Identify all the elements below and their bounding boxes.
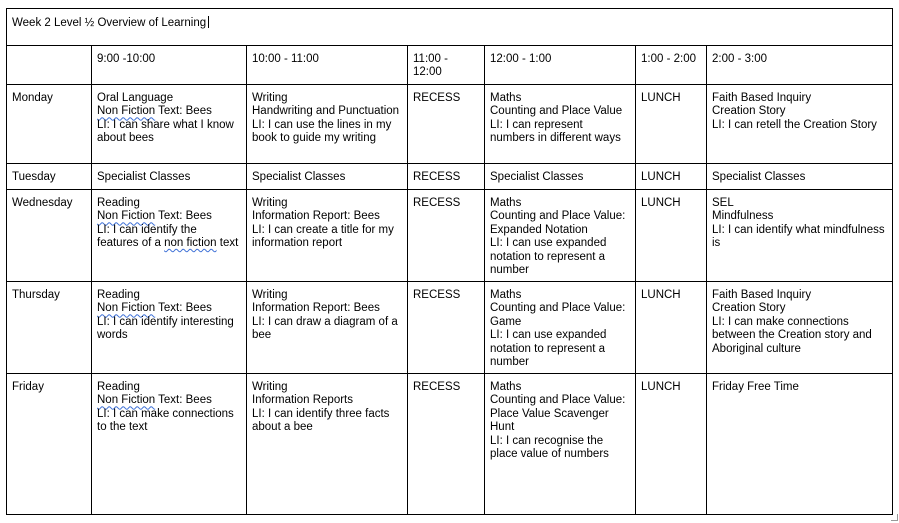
lesson-cell[interactable] [707,374,893,515]
lesson-focus: Creation Story [712,302,786,315]
lesson-subject: Faith Based Inquiry [712,92,812,104]
lesson-cell[interactable] [247,85,408,164]
header-corner-cell[interactable] [7,46,92,85]
lunch-cell[interactable] [636,190,707,282]
spelling-flag: Non Fiction [97,105,156,118]
lesson-focus: Counting and Place Value: [490,394,626,407]
lesson-focus: Non Fiction Text: Bees [97,210,212,223]
lesson-cell[interactable] [485,164,636,190]
lesson-focus: Non Fiction Text: Bees [97,105,212,118]
lunch-cell[interactable] [636,282,707,374]
break-label: LUNCH [641,381,681,393]
table-end-marker [891,514,898,521]
page-title: Week 2 Level ½ Overview of Learning [12,17,207,29]
learning-intention: LI: I can identify what mindfulness is [712,223,885,250]
recess-cell[interactable] [408,282,485,374]
lesson-focus: Counting and Place Value: [490,210,626,223]
title-row [7,9,893,46]
lesson-focus: Counting and Place Value [490,105,623,118]
learning-intention: LI: I can make connections between the Creation story and Aboriginal culture [712,315,872,355]
learning-intention: LI: I can draw a diagram of a bee [252,315,398,342]
lesson-subject: Specialist Classes [252,171,346,183]
timetable [6,8,893,515]
break-label: RECESS [413,171,461,183]
lesson-cell[interactable] [247,190,408,282]
recess-cell[interactable] [408,85,485,164]
learning-intention: LI: I can use expanded notation to represent a number [490,329,607,369]
recess-cell[interactable] [408,374,485,515]
spelling-flag: Non Fiction [97,394,156,407]
lesson-subject: Reading [97,197,140,209]
lesson-subject: Reading [97,381,140,393]
spelling-flag: non fiction [164,237,217,250]
lesson-cell[interactable] [247,374,408,515]
day-label[interactable]: Wednesday [7,190,92,282]
lesson-subject: Maths [490,381,522,393]
lesson-subject: Writing [252,92,288,104]
learning-intention: LI: I can create a title for my information report [252,223,394,250]
learning-intention: LI: I can identify interesting words [97,315,234,342]
learning-intention: LI: I can retell the Creation Story [712,118,877,131]
lesson-subject: Faith Based Inquiry [712,289,812,301]
learning-intention: LI: I can represent numbers in different ways [490,118,621,145]
lunch-cell[interactable] [636,164,707,190]
lesson-focus: Information Report: Bees [252,210,380,223]
lesson-subject: Writing [252,289,288,301]
lesson-cell[interactable] [707,85,893,164]
spelling-flag: Non Fiction [97,302,156,315]
lesson-subject: Oral Language [97,92,174,104]
day-row-thursday [7,282,893,374]
lesson-focus: Counting and Place Value: [490,302,626,315]
lesson-focus: Mindfulness [712,210,774,223]
lesson-cell[interactable] [485,374,636,515]
lesson-cell[interactable] [707,282,893,374]
learning-intention: LI: I can use expanded notation to represent a number [490,237,607,277]
lunch-cell[interactable] [636,85,707,164]
break-label: RECESS [413,381,461,393]
lesson-cell[interactable] [92,85,247,164]
day-row-wednesday [7,190,893,282]
time-header-row [7,46,893,85]
lunch-cell[interactable] [636,374,707,515]
day-label[interactable]: Monday [7,85,92,164]
lesson-cell[interactable] [485,85,636,164]
time-slot-header[interactable]: 11:00 - 12:00 [408,46,485,85]
day-row-friday [7,374,893,515]
day-label[interactable]: Thursday [7,282,92,374]
lesson-cell[interactable] [247,282,408,374]
lesson-focus: Non Fiction Text: Bees [97,302,212,315]
lesson-cell[interactable] [92,164,247,190]
learning-intention: LI: I can make connections to the text [97,407,234,434]
break-label: LUNCH [641,171,681,183]
lesson-focus: Creation Story [712,105,786,118]
lesson-cell[interactable] [707,190,893,282]
day-label[interactable]: Friday [7,374,92,515]
lesson-subject: Maths [490,289,522,301]
lesson-topic: Expanded Notation [490,223,588,236]
break-label: RECESS [413,92,461,104]
lesson-subject: SEL [712,197,734,209]
day-row-monday [7,85,893,164]
text-cursor [208,16,209,28]
lesson-focus: Non Fiction Text: Bees [97,394,212,407]
break-label: RECESS [413,289,461,301]
lesson-focus: Information Report: Bees [252,302,380,315]
learning-intention: LI: I can recognise the place value of numbers [490,434,609,461]
day-label[interactable]: Tuesday [7,164,92,190]
lesson-subject: Maths [490,197,522,209]
lesson-cell[interactable] [707,164,893,190]
break-label: RECESS [413,197,461,209]
time-slot-header[interactable]: 12:00 - 1:00 [485,46,636,85]
recess-cell[interactable] [408,164,485,190]
lesson-cell[interactable] [247,164,408,190]
spelling-flag: Non Fiction [97,210,156,223]
learning-intention: LI: I can use the lines in my book to guide my writing [252,118,392,145]
day-row-tuesday [7,164,893,190]
break-label: LUNCH [641,197,681,209]
lesson-subject: Specialist Classes [490,171,584,183]
time-slot-header[interactable]: 1:00 - 2:00 [636,46,707,85]
time-slot-header[interactable]: 10:00 - 11:00 [247,46,408,85]
lesson-subject: Writing [252,381,288,393]
lesson-cell[interactable] [485,190,636,282]
lesson-subject: Reading [97,289,140,301]
learning-intention: LI: I can share what I know about bees [97,118,234,145]
lesson-focus: Information Reports [252,394,353,407]
lesson-cell[interactable] [92,282,247,374]
lesson-subject: Specialist Classes [712,171,806,183]
lesson-subject: Specialist Classes [97,171,191,183]
recess-cell[interactable] [408,190,485,282]
time-slot-header[interactable]: 9:00 -10:00 [92,46,247,85]
lesson-cell[interactable] [485,282,636,374]
learning-intention: LI: I can identify three facts about a bee [252,407,390,434]
lesson-cell[interactable] [92,190,247,282]
lesson-cell[interactable] [92,374,247,515]
break-label: LUNCH [641,289,681,301]
time-slot-header[interactable]: 2:00 - 3:00 [707,46,893,85]
title-cell[interactable] [7,9,893,46]
lesson-focus: Handwriting and Punctuation [252,105,400,118]
lesson-subject: Writing [252,197,288,209]
break-label: LUNCH [641,92,681,104]
learning-intention: LI: I can identify the features of a non fiction text [97,223,239,250]
lesson-subject: Maths [490,92,522,104]
lesson-topic: Game [490,315,522,328]
lesson-topic: Place Value Scavenger Hunt [490,407,609,434]
lesson-subject: Friday Free Time [712,381,799,393]
